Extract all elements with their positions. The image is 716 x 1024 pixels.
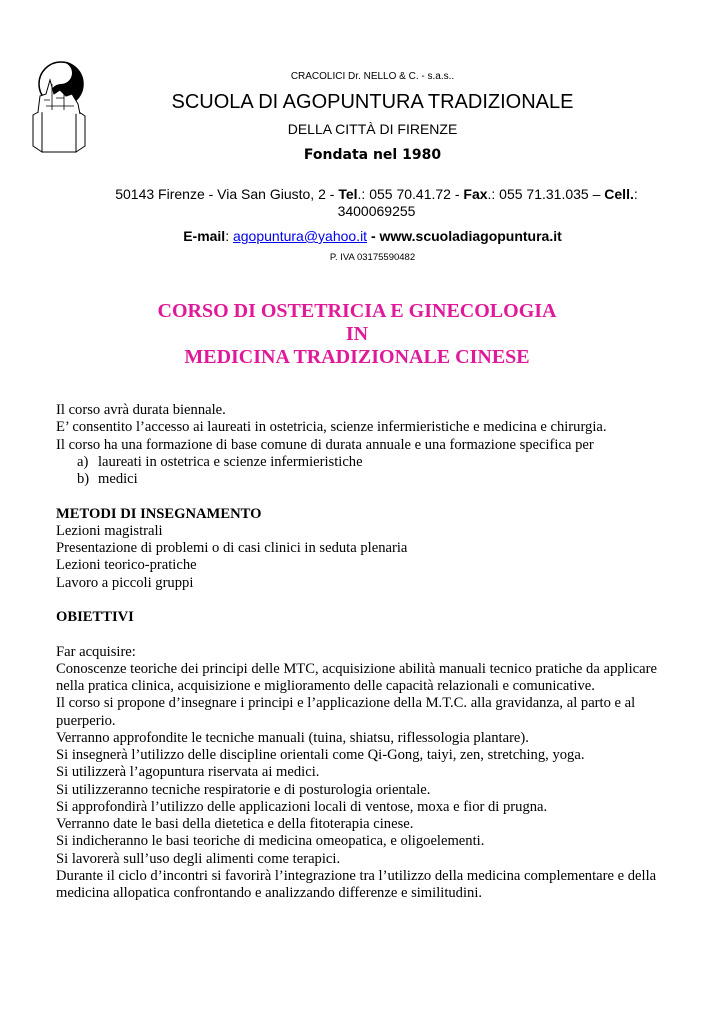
document-body xyxy=(56,402,676,902)
objective-line: Si indicheranno le basi teoriche di medicina omeopatica, e oligoelementi. xyxy=(56,833,485,850)
email-label: E-mail xyxy=(183,228,226,244)
title-line: CORSO DI OSTETRICIA E GINECOLOGIA xyxy=(157,300,557,322)
method-item: Lavoro a piccoli gruppi xyxy=(56,574,194,591)
title-line: MEDICINA TRADIZIONALE CINESE xyxy=(184,346,530,368)
contact-address xyxy=(80,186,673,220)
school-city: DELLA CITTÀ DI FIRENZE xyxy=(287,121,458,137)
list-item xyxy=(56,454,676,471)
paragraph: Il corso ha una formazione di base comune di durata annuale e una formazione specifica per xyxy=(56,436,594,453)
cell: : 3400069255 xyxy=(337,186,638,219)
method-item: Presentazione di problemi o di casi clinici in seduta plenaria xyxy=(56,540,408,556)
fax-label: Fax xyxy=(463,186,488,202)
objective-line: Si insegnerà l’utilizzo delle discipline orientali come Qi-Gong, taiyi, zen, stretching, yoga. xyxy=(56,747,585,763)
objective-line: Verranno date le basi della dietetica e della fitoterapia cinese. xyxy=(56,816,414,832)
founded-text: Fondata nel 1980 xyxy=(303,147,442,163)
method-item: Lezioni teorico-pratiche xyxy=(56,557,197,574)
course-title xyxy=(56,300,658,369)
section-heading-obiettivi: OBIETTIVI xyxy=(56,609,134,625)
website: - www.scuoladiagopuntura.it xyxy=(367,228,562,244)
objective-line: Si utilizzeranno tecniche respiratorie e di posturologia orientale. xyxy=(56,781,431,798)
fax: .: 055 71.31.035 – xyxy=(487,186,605,202)
section-heading-metodi: METODI DI INSEGNAMENTO xyxy=(56,505,262,522)
objective-line: Conoscenze teoriche dei principi delle MTC, acquisizione abilità manuali tecnico pratiche da applicare nella pratica clinica, acquisizione e miglioramento delle capacità relazionali e comunicative. xyxy=(56,660,657,694)
list-text: laureati in ostetrica e scienze infermieristiche xyxy=(98,453,363,470)
objective-line: Si utilizzerà l’agopuntura riservata ai medici. xyxy=(56,764,320,781)
objective-line: Si approfondirà l’utilizzo delle applicazioni locali di ventose, moxa e fior di prugna. xyxy=(56,798,548,815)
school-name: SCUOLA DI AGOPUNTURA TRADIZIONALE xyxy=(171,91,574,113)
objective-line: Far acquisire: xyxy=(56,643,136,660)
paragraph: E’ consentito l’accesso ai laureati in ostetricia, scienze infermieristiche e medicina e chirurgia. xyxy=(56,419,607,436)
title-line: IN xyxy=(345,323,369,345)
objective-line: Si lavorerà sull’uso degli alimenti come terapici. xyxy=(56,850,341,867)
list-marker: b) xyxy=(77,471,90,487)
address: 50143 Firenze - Via San Giusto, 2 - xyxy=(115,186,339,202)
list-marker: a) xyxy=(77,453,89,470)
email-link[interactable]: agopuntura@yahoo.it xyxy=(232,228,368,244)
cell-label: Cell. xyxy=(604,186,634,202)
objective-line: Verranno approfondite le tecniche manuali (tuina, shiatsu, riflessologia plantare). xyxy=(56,729,529,746)
contact-email: E-mail: agopuntura@yahoo.it - www.scuoladiagopuntura.it xyxy=(183,228,562,244)
tel: .: 055 70.41.72 - xyxy=(357,186,464,202)
objective-line: Il corso si propone d’insegnare i principi e l’applicazione della M.T.C. alla gravidanza, al parto e al puerperio. xyxy=(56,695,636,729)
method-item: Lezioni magistrali xyxy=(56,522,163,539)
paragraph: Il corso avrà durata biennale. xyxy=(56,402,226,418)
vat-number: P. IVA 03175590482 xyxy=(329,252,416,263)
company-name: CRACOLICI Dr. NELLO & C. - s.a.s.. xyxy=(290,71,455,82)
list-item xyxy=(56,471,676,488)
objective-line: Durante il ciclo d’incontri si favorirà l’integrazione tra l’utilizzo della medicina complementare e della medicina allopatica confrontando e analizzando differenze e similitudini. xyxy=(56,867,657,901)
tel-label: Tel xyxy=(338,186,358,202)
list-text: medici xyxy=(98,471,138,487)
